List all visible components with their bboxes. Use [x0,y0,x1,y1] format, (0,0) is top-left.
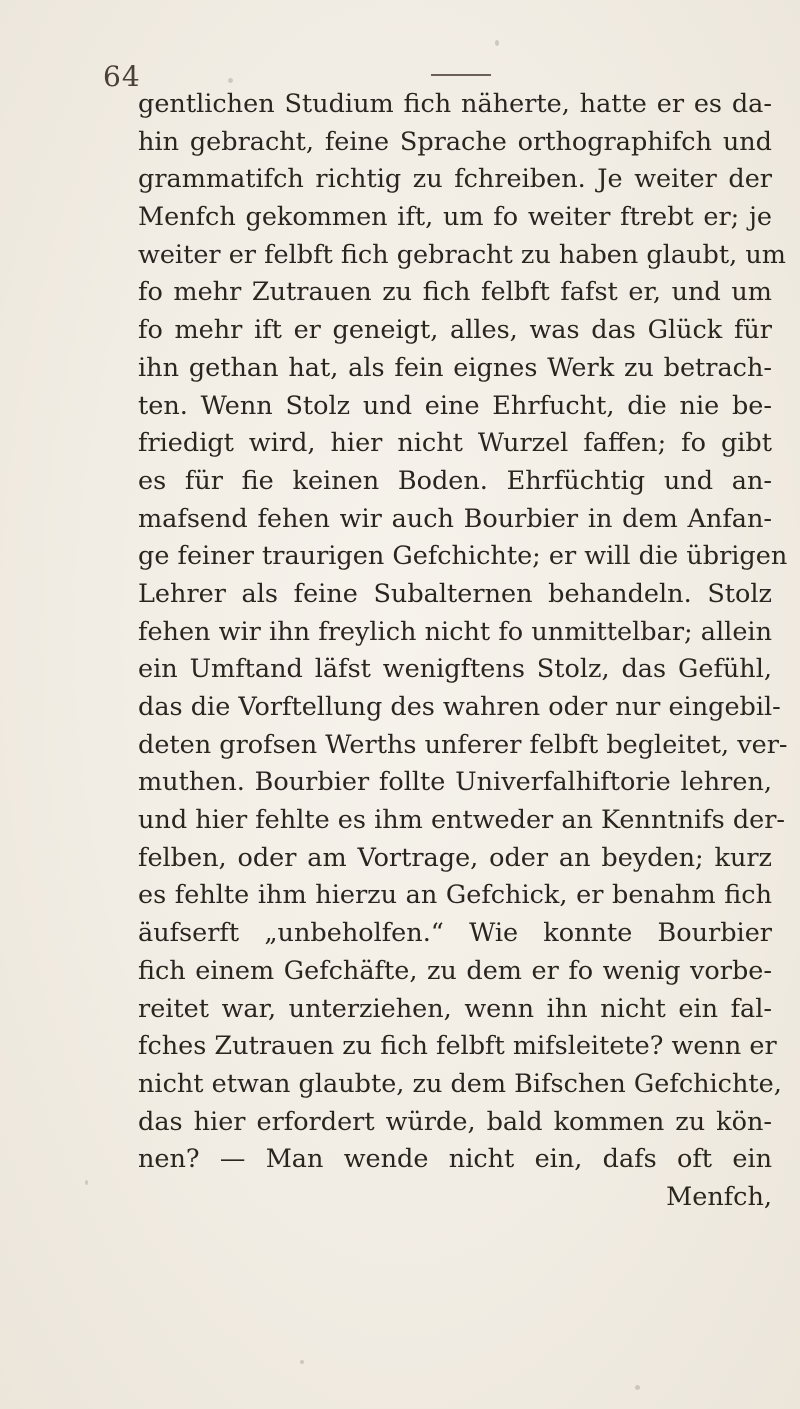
text-line: Lehrer als feine Subalternen behandeln. Stolz [138,578,772,609]
paper-speck [300,1360,304,1364]
text-line: ge feiner traurigen Gefchichte; er will die übrigen [138,541,788,572]
text-line: friedigt wird, hier nicht Wurzel faffen; fo gibt [138,428,772,459]
paper-speck [495,40,499,46]
text-line: nen? — Man wende nicht ein, dafs oft ein [138,1144,772,1175]
text-line: ihn gethan hat, als fein eignes Werk zu betrach- [138,352,772,383]
text-line: grammatifch richtig zu fchreiben. Je weiter der [138,164,772,195]
text-line: fches Zutrauen zu fich felbft mifsleitete? wenn er [138,1031,777,1062]
text-line: fo mehr ift er geneigt, alles, was das Glück für [138,315,772,346]
text-line: Menfch gekommen ift, um fo weiter ftrebt er; je [138,202,772,233]
text-line: gentlichen Studium fich näherte, hatte er es da- [138,89,772,119]
text-line: es für fie keinen Boden. Ehrfüchtig und an- [138,465,772,496]
text-line: ten. Wenn Stolz und eine Ehrfucht, die nie be- [138,390,772,421]
paper-speck [228,78,233,83]
paper-speck [635,1385,640,1390]
text-line: fich einem Gefchäfte, zu dem er fo wenig vorbe- [138,955,772,986]
text-line: fehen wir ihn freylich nicht fo unmittelbar; allein [138,616,772,647]
text-line: und hier fehlte es ihm entweder an Kenntnifs der- [138,805,786,836]
text-line: weiter er felbft fich gebracht zu haben glaubt, um [138,239,786,270]
text-line: muthen. Bourbier follte Univerfalhiftorie lehren, [138,767,772,798]
text-line: nicht etwan glaubte, zu dem Bifschen Gefchichte, [138,1068,782,1099]
catchword-line: Menfch, [666,1181,772,1212]
page-number: 64 [103,60,141,93]
header-rule [431,74,491,76]
text-line: fo mehr Zutrauen zu fich felbft fafst er, und um [138,277,772,308]
text-line: hin gebracht, feine Sprache orthographifch und [138,126,772,157]
text-line: es fehlte ihm hierzu an Gefchick, er benahm fich [138,880,772,911]
text-line: äufserft „unbeholfen.“ Wie konnte Bourbier [138,918,772,949]
body-text [138,86,788,1217]
text-line: ein Umftand läfst wenigftens Stolz, das Gefühl, [138,654,772,685]
text-line: reitet war, unterziehen, wenn ihn nicht ein fal- [138,993,772,1024]
text-line: felben, oder am Vortrage, oder an beyden; kurz [138,842,772,873]
text-line: das die Vorftellung des wahren oder nur eingebil- [138,692,781,722]
paper-speck [85,1180,88,1185]
text-line: deten grofsen Werths unferer felbft begleitet, ver- [138,729,788,760]
text-line: das hier erfordert würde, bald kommen zu kön- [138,1106,772,1137]
text-line: mafsend fehen wir auch Bourbier in dem Anfan- [138,503,772,534]
